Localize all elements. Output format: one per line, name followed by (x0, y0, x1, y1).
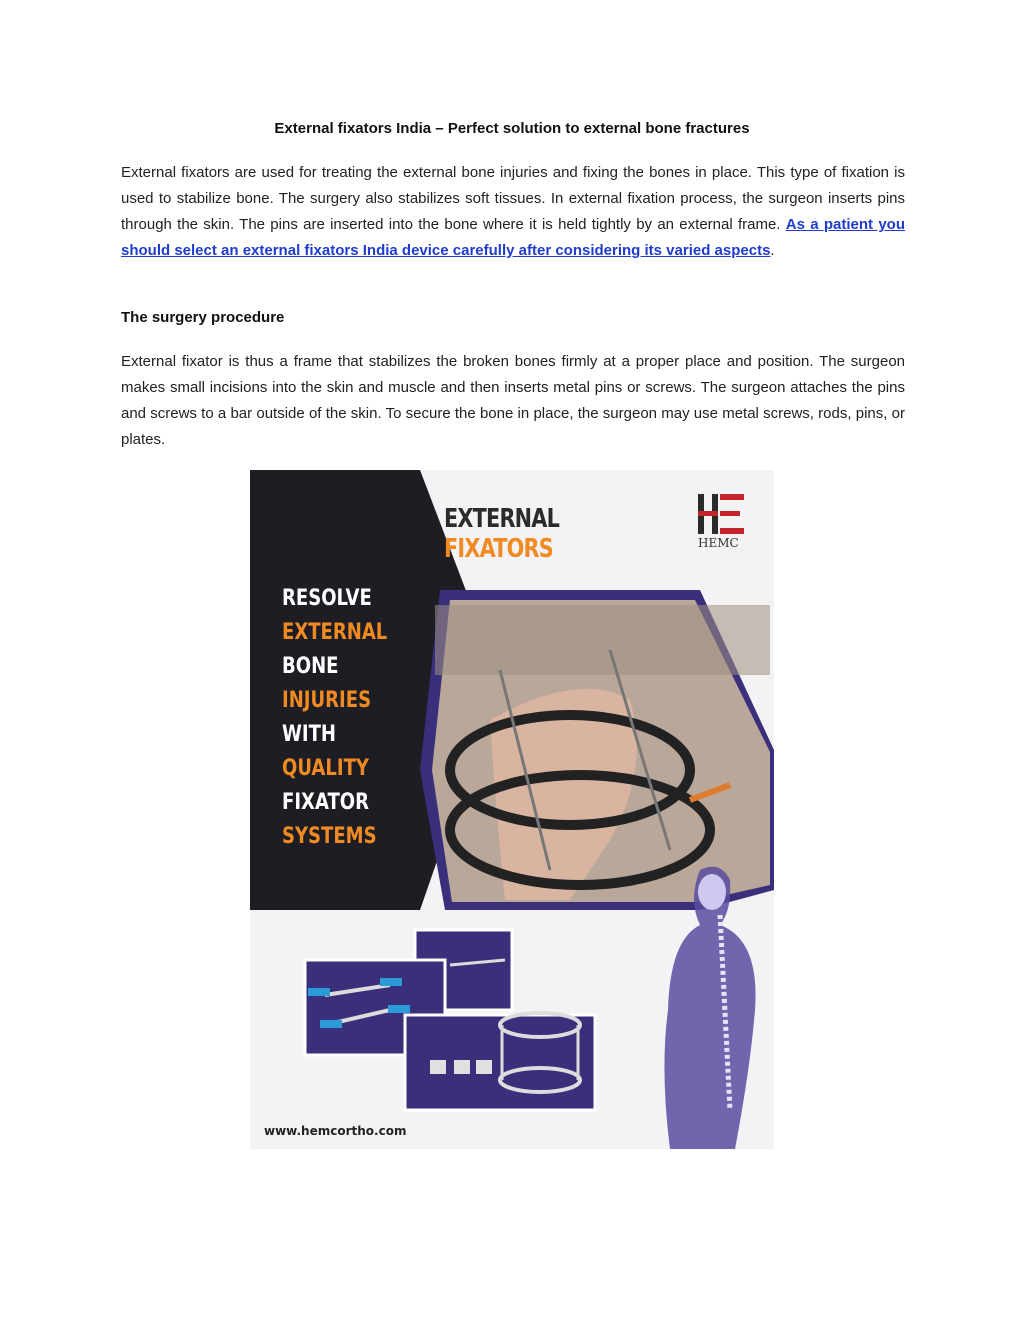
poster-brand-line2: FIXATORS (444, 534, 553, 564)
slogan-line: QUALITY (282, 756, 369, 781)
slogan-line: INJURIES (282, 688, 372, 713)
photo-table (435, 605, 770, 675)
intro-text: External fixators are used for treating the external bone injuries and fixing the bones in place. This type of fixation is used to stabilize bone. The surgery also stabilizes soft tissues. In external fixation process, the surgeon inserts pins through the skin. The pins are inserted into the bone where it is held tightly by an external frame. (121, 164, 905, 233)
slogan-line: WITH (282, 722, 337, 747)
slogan-line: SYSTEMS (282, 824, 377, 849)
intro-paragraph (121, 160, 905, 264)
slogan-line: FIXATOR (282, 790, 370, 815)
section-heading: The surgery procedure (121, 309, 285, 326)
document-title: External fixators India – Perfect solution to external bone fractures (274, 120, 750, 137)
slogan-line: EXTERNAL (282, 620, 388, 645)
hemc-logo-text: HEMC (698, 536, 739, 550)
article-link[interactable]: As a patient you should select an external fixators India device carefully after considering its varied aspects (121, 216, 905, 259)
poster-brand-line1: EXTERNAL (444, 504, 560, 534)
promo-poster (250, 470, 774, 1149)
poster-url: www.hemcortho.com (264, 1124, 407, 1138)
skeleton-skull (698, 874, 726, 910)
poster-slogan (282, 582, 387, 854)
slogan-line: BONE (282, 654, 339, 679)
procedure-paragraph: External fixator is thus a frame that stabilizes the broken bones firmly at a proper place and position. The surgeon makes small incisions into the skin and muscle and then inserts metal pins or screws. The surgeon attaches the pins and screws to a bar outside of the skin. To secure the bone in place, the surgeon may use metal screws, rods, pins, or plates. (121, 353, 905, 448)
logo-crossbar (698, 511, 718, 516)
slogan-line: RESOLVE (282, 586, 372, 611)
link-period: . (770, 242, 775, 259)
